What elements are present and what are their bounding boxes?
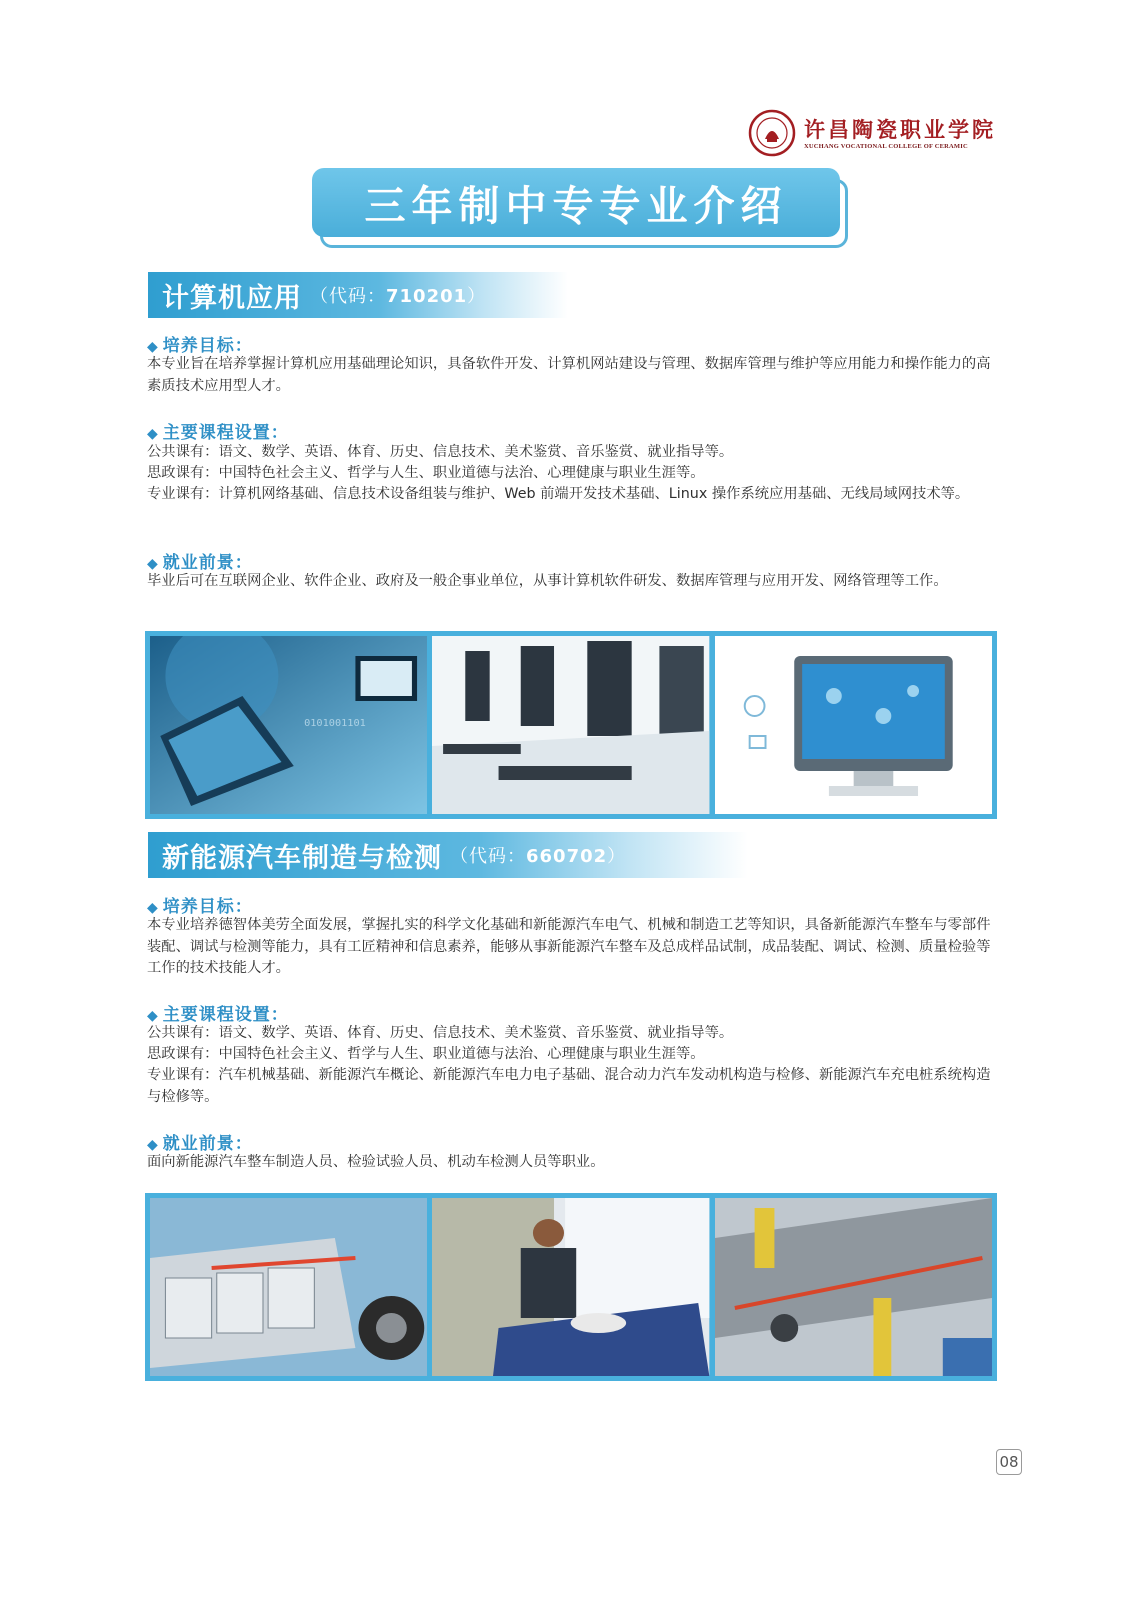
- course-politics: 思政课有：中国特色社会主义、哲学与人生、职业道德与法治、心理健康与职业生涯等。: [147, 1046, 705, 1062]
- page-banner: [312, 168, 848, 248]
- page-number: 08: [996, 1449, 1022, 1475]
- career-text: 毕业后可在互联网企业、软件企业、政府及一般企事业单位，从事计算机软件研发、数据库管理与应用开发、网络管理等工作。: [147, 573, 948, 589]
- section-title: 计算机应用: [162, 282, 302, 314]
- career-text: 面向新能源汽车整车制造人员、检验试验人员、机动车检测人员等职业。: [147, 1154, 605, 1170]
- college-seal-icon: [748, 109, 796, 157]
- page-title: 三年制中专专业介绍: [364, 182, 788, 230]
- course-heading: ◆ 主要课程设置：: [147, 1005, 289, 1025]
- goal-text: 本专业培养德智体美劳全面发展，掌握扎实的科学文化基础和新能源汽车电气、机械和制造工艺等知识，具备新能源汽车整车与零部件装配、调试与检测等能力，具有工匠精神和信息素养，能够从事新能源汽车整车及总成样品试制，成品装配、调试、检测、质量检验等工作的技术技能人才。: [147, 917, 991, 976]
- course-major: 专业课有：计算机网络基础、信息技术设备组装与维护、Web 前端开发技术基础、Linux 操作系统应用基础、无线局域网技术等。: [147, 486, 970, 502]
- college-logo: [748, 108, 998, 158]
- goal-heading: ◆ 培养目标：: [147, 336, 253, 356]
- course-public: 公共课有：语文、数学、英语、体育、历史、信息技术、美术鉴赏、音乐鉴赏、就业指导等。: [147, 444, 734, 460]
- college-name-cn: 许昌陶瓷职业学院: [804, 116, 996, 142]
- career-heading: ◆ 就业前景：: [147, 553, 253, 573]
- college-name-en: XUCHANG VOCATIONAL COLLEGE OF CERAMIC: [804, 142, 968, 150]
- section-code: （代码：660702）: [450, 846, 627, 867]
- section-title: 新能源汽车制造与检测: [162, 842, 442, 874]
- section-header-ev: [148, 832, 748, 878]
- section-header-computer: [148, 272, 568, 318]
- career-heading: ◆ 就业前景：: [147, 1134, 253, 1154]
- photo-laptop-network: [150, 636, 427, 814]
- course-heading: ◆ 主要课程设置：: [147, 423, 289, 443]
- goal-heading: ◆ 培养目标：: [147, 897, 253, 917]
- course-public: 公共课有：语文、数学、英语、体育、历史、信息技术、美术鉴赏、音乐鉴赏、就业指导等。: [147, 1025, 734, 1041]
- photo-battery-pack: [150, 1198, 427, 1376]
- section-code: （代码：710201）: [310, 286, 487, 307]
- photo-monitor-apps: [715, 636, 992, 814]
- photo-strip-ev: [145, 1193, 997, 1381]
- photo-student-workshop: [432, 1198, 709, 1376]
- photo-strip-computer: [145, 631, 997, 819]
- course-major: 专业课有：汽车机械基础、新能源汽车概论、新能源汽车电力电子基础、混合动力汽车发动机构造与检修、新能源汽车充电桩系统构造与检修等。: [147, 1067, 991, 1105]
- svg-text:0101001101: 0101001101: [304, 718, 366, 729]
- goal-text: 本专业旨在培养掌握计算机应用基础理论知识，具备软件开发、计算机网站建设与管理、数据库管理与维护等应用能力和操作能力的高素质技术应用型人才。: [147, 356, 991, 394]
- photo-computer-lab: [432, 636, 709, 814]
- course-politics: 思政课有：中国特色社会主义、哲学与人生、职业道德与法治、心理健康与职业生涯等。: [147, 465, 705, 481]
- photo-car-underbody: [715, 1198, 992, 1376]
